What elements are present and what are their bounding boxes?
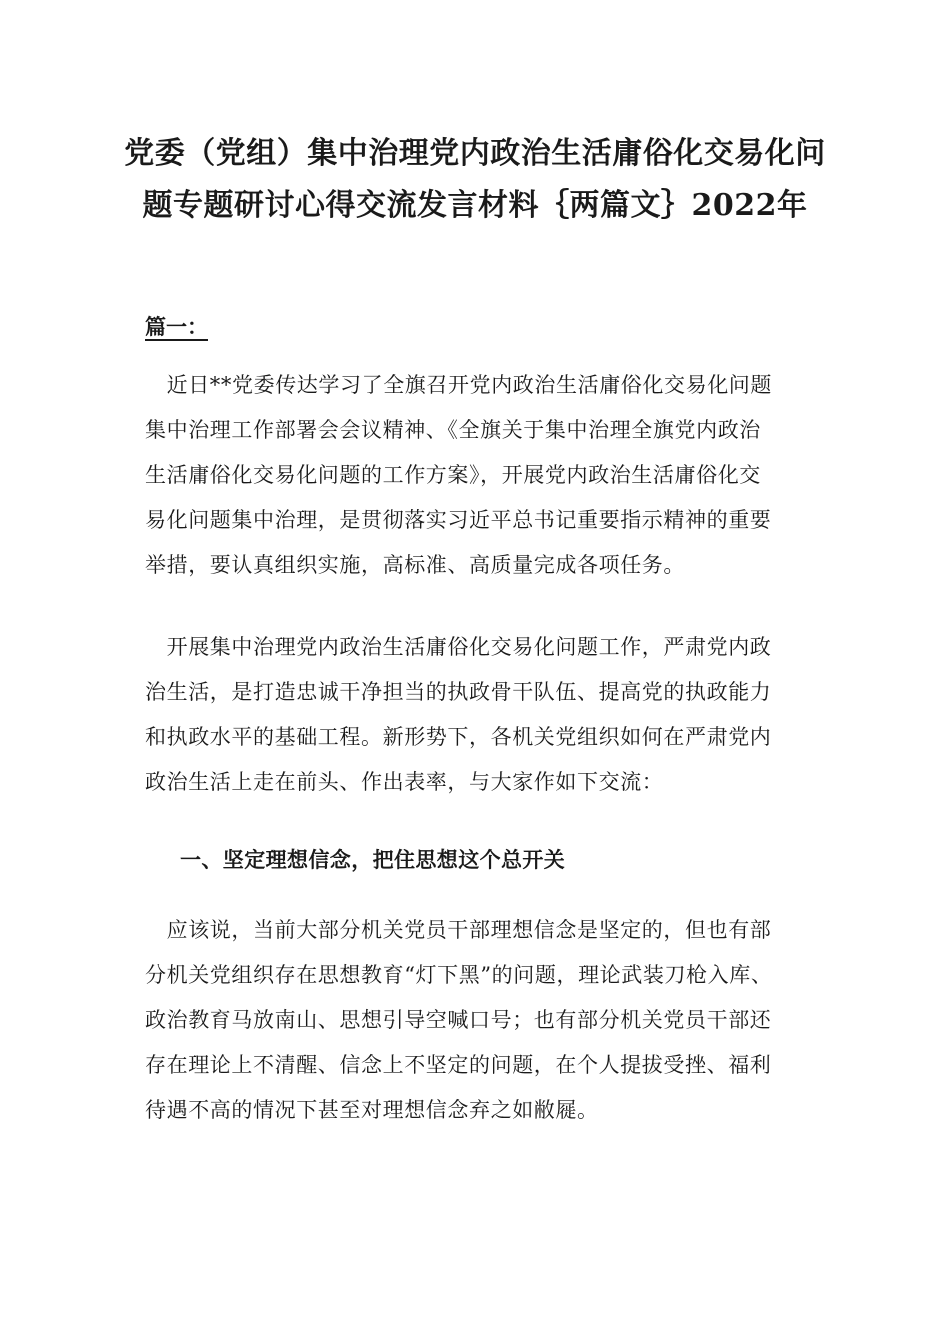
paragraph-line: 举措，要认真组织实施，高标准、高质量完成各项任务。 (145, 553, 685, 577)
paragraph-line: 和执政水平的基础工程。新形势下，各机关党组织如何在严肃党内 (145, 725, 772, 749)
paragraph-line: 应该说，当前大部分机关党员干部理想信念是坚定的，但也有部 (145, 918, 772, 942)
paragraph-line: 存在理论上不清醒、信念上不坚定的问题，在个人提拔受挫、福利 (145, 1053, 772, 1077)
paragraph-line: 集中治理工作部署会会议精神、《全旗关于集中治理全旗党内政治 (145, 418, 761, 442)
title-line-1: 党委（党组）集中治理党内政治生活庸俗化交易化问 (124, 136, 826, 171)
paragraph-line: 易化问题集中治理，是贯彻落实习近平总书记重要指示精神的重要 (145, 508, 772, 532)
paragraph-line: 政治教育马放南山、思想引导空喊口号；也有部分机关党员干部还 (145, 1008, 772, 1032)
paragraph-3 (145, 908, 815, 1133)
paragraph-line: 待遇不高的情况下甚至对理想信念弃之如敝屣。 (145, 1098, 599, 1122)
paragraph-1 (145, 363, 815, 588)
paragraph-line: 分机关党组织存在思想教育“灯下黑”的问题，理论武装刀枪入库、 (145, 963, 773, 987)
paragraph-line: 生活庸俗化交易化问题的工作方案》，开展党内政治生活庸俗化交 (145, 463, 761, 487)
paragraph-line: 治生活，是打造忠诚干净担当的执政骨干队伍、提高党的执政能力 (145, 680, 772, 704)
paragraph-line: 开展集中治理党内政治生活庸俗化交易化问题工作，严肃党内政 (145, 635, 772, 659)
paragraph-line: 近日**党委传达学习了全旗召开党内政治生活庸俗化交易化问题 (145, 373, 772, 397)
paragraph-2 (145, 625, 815, 805)
paragraph-line: 政治生活上走在前头、作出表率，与大家作如下交流： (145, 770, 664, 794)
heading-1: 一、坚定理想信念，把住思想这个总开关 (180, 847, 566, 872)
document-title (100, 128, 850, 232)
section-label: 篇一： (145, 314, 208, 339)
title-line-2: 题专题研讨心得交流发言材料｛两篇文｝2022年 (142, 188, 808, 223)
